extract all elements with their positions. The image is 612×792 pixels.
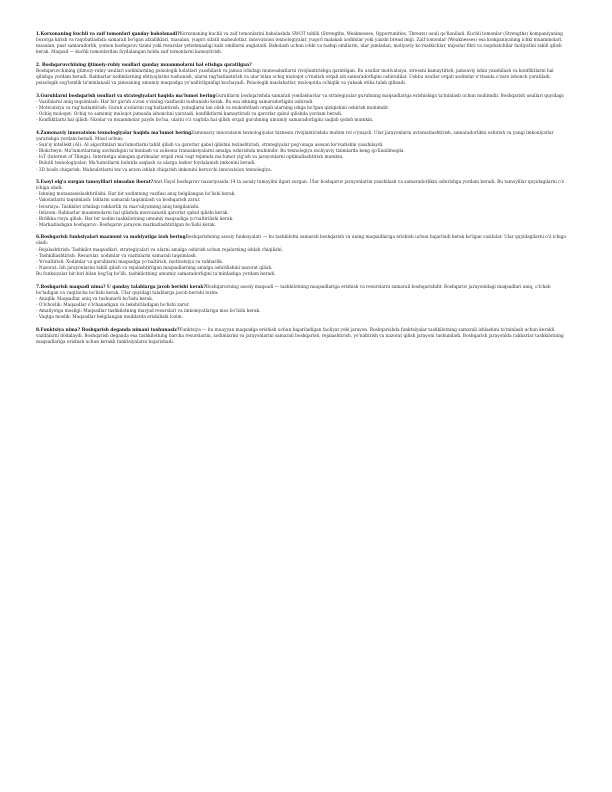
question-heading: 3.Guruhlarni boshqarish usullari va strategiyalari haqida ma'lumot bering bbox=[36, 93, 216, 99]
list-item: - Markazlashgan boshqaruv: Boshqaruv jarayoni markazlashtirilgan bo'lishi kerak. bbox=[36, 222, 217, 228]
section-paragraph bbox=[36, 131, 572, 143]
document-body bbox=[36, 32, 572, 352]
section-paragraph bbox=[36, 285, 572, 297]
list-item: - Vakolatlarni taqsimlash: Ishlarni samarali taqsimlash va boshqarish zarur. bbox=[36, 198, 201, 204]
question-heading: 7.Boshqarish maqsadi nima? U qanday talablarga javob berishi kerak? bbox=[36, 284, 206, 290]
section-7 bbox=[36, 285, 572, 322]
list-item: - Birlikka rioya qilish: Har bir xodim tashkilotning umumiy maqsadiga yo'naltirilishi kerak. bbox=[36, 216, 234, 222]
section-paragraph bbox=[36, 180, 572, 192]
section-1 bbox=[36, 32, 572, 57]
list-item: - Tashkillashtirish: Resurslar, xodimlar va vazifalarni samarali taqsimlash. bbox=[36, 253, 198, 259]
list-item: - IoT (Internet of Things): Internetga ulangan qurilmalar orqali real vaqt rejimida ma'lumot yig'ish va jarayonlarni optimallashtirish mumkin. bbox=[36, 155, 344, 161]
section-4 bbox=[36, 131, 572, 174]
list-item: - Motivatsiya va rag'batlantirish: Guruh a'zolarini rag'batlantirish, yutuqlarni tan olish va mukofotlash orqali ularning ishga bo'lgan qiziqishini oshirish muhimdir. bbox=[36, 105, 390, 111]
list-item: - Ochiq muloqot: Ochiq va samimiy muloqot jamoada ishonchni yaratadi, konfliktlarni kamaytiradi va qarorlar qabul qilishda yordam beradi. bbox=[36, 112, 343, 118]
answer-text: Anri Fayol boshqaruv nazariyasida 14 ta asosiy tamoyilni ilgari surgan. Ular boshqaruv jarayonlarini yaxshilash va samaradorlikni oshirishga yordam beradi. Bu tamoyillar quyidagilarni o'z ichiga oladi: bbox=[36, 179, 565, 192]
list-item: - Ishning mutaxassislashtirilishi: Har bir xodimning vazifasi aniq belgilangan bo'lishi kerak. bbox=[36, 192, 236, 198]
question-heading: 1.Korxonaning kuchli va zaif tomonlari qanday baholanadi? bbox=[36, 32, 180, 37]
section-paragraph bbox=[36, 235, 572, 247]
answer-text: Zamonaviy innovatsion texnologiyalar biznesni rivojlantirishda muhim rol o'ynaydi. Ular jarayonlarni avtomatlashtirish, samaradorlikni oshirish va yangi imkoniyatlar yaratishga yordam beradi. Misol uchun: bbox=[36, 130, 554, 142]
answer-text: Korxonaning kuchli va zaif tomonlarini baholashda SWOT tahlili (Strengths, Weaknesses, Opportunities, Threats) usuli qo'llaniladi. Kuchli tomonlar (Strengths) kompaniyaning bozorga kirish va raqobatlashda samarali bo'lgan afzalliklari, masalan, yuqori sifatli mahsulotlar, innovatsion texnologiyalar, yuqori malakali xodimlar yoki yaxshi brend imiji. Zaif tomonlar (Weaknesses) esa kompaniyaning ichki muammolari, masalan, past samaradorlik, yomon boshqaruv tizimi yoki resurslar yetishmasligi kabi omillarni anglatadi. Baholash uchun ichki va tashqi omillarni, ular jumladan, moliyaviy ko'rsatkichlar, mijozlar fikri va raqobatchilar faoliyatini tahlil qilish kerak. Maqsad — kuchli tomonlardan foydalangan holda zaif tomonlarni kamaytirish. bbox=[36, 32, 563, 56]
question-heading: 6.Boshqarish funksiyalari mazmuni va mohiyatiga izoh bering bbox=[36, 235, 186, 241]
answer-text: Boshqaruvning asosiy maqsadi — tashkilotning maqsadlariga erishish va resurslarni samarali boshqarishdir. Boshqaruv jarayonidagi maqsadlari aniq, o'lchab bo'ladigan va vaqtincha bo'lishi kerak. Ular quyidagi talablarga javob berishi lozim: bbox=[36, 284, 551, 296]
list-item: - 3D bosib chiqarish: Mahsulotlarni tez va arzon ishlab chiqarish imkonini beruvchi innovatsion texnologiya. bbox=[36, 167, 272, 173]
question-heading: 8.Funktsiya nima? Boshqarish deganda nimani tushunasiz? bbox=[36, 327, 180, 333]
list-item: - Amaliyotga mosligi: Maqsadlar tashkilotning mavjud resurslari va imkoniyatlariga mos bo'lishi kerak. bbox=[36, 309, 261, 315]
section-2 bbox=[36, 63, 572, 88]
section-8 bbox=[36, 328, 572, 346]
answer-text: Boshqarishning asosiy funksiyalari — bu tashkilotni samarali boshqarish va uning maqsadlariga erishish uchun bajariladi kerak bo'lgan vazifalar. Ular quyidagilarni o'z ichiga oladi: bbox=[36, 235, 566, 247]
question-heading: 4.Zamonaviy innovatsion texnologiyalar haqida ma'lumot bering bbox=[36, 130, 192, 136]
section-6 bbox=[36, 235, 572, 278]
list-item: - Konfliktlarni hal qilish: Nizolar va muammolar paydo bo'lsa, ularni o'z vaqtida hal qilish orqali guruhning umumiy samaradorligini saqlab qolish mumkin. bbox=[36, 118, 374, 124]
question-heading: 2. Boshqaruvchining ijtimoiy-ruhiy usullari qanday muammolarni hal etishga qaratilgan? bbox=[36, 62, 252, 68]
list-item: - Vazifalarni aniq taqsimlash: Har bir guruh a'zosi o'zining vazifasini tushunishi kerak. Bu esa ishning samaradorligini oshiradi. bbox=[36, 99, 314, 105]
section-5 bbox=[36, 180, 572, 229]
answer-text: Guruhlarni boshqarishda samarali yondashuvlar va strategiyalar guruhning maqsadlariga erishishiga ta'minlash uchun muhimdir. Boshqarish usullari quyidagi: bbox=[215, 93, 565, 99]
list-item: - Yo'naltirish: Xodimlar va guruhlarni maqsadga yo'naltirish, motivatsiya va rahbarlik. bbox=[36, 259, 224, 265]
answer-text: Funktsiya — bu muayyan maqsadga erishish uchun bajariladigan faoliyat yoki jarayon. Boshqarishda funktsiyalar tashkilotning samarali ishlashini ta'minlash uchun kerakli vazifalarni ifodalaydi. Boshqarish deganda esa tashkilotning barcha resurslarini, xodimlarini va jarayonlarini samarali boshqarish, rejalashtirish, yo'naltirish va nazorat qilish jarayoni tushuniladi. Boshqarish jarayonida rahbarlar tashkilotning maqsadlariga erishish uchun kerakli funktsiyalarni bajarishadi. bbox=[36, 327, 564, 346]
answer-conclusion: Bu funksiyalar bir-biri bilan bog'liq bo'lib, tashkilotning umumiy samaradorligini ta'minlashga yordam beradi. bbox=[36, 272, 276, 278]
list-item: - Sun'iy intellekt (AI): AI algoritmlari ma'lumotlarni tahlil qilish va qarorlar qabul qilishni tezlashtiradi, strategiyalar pog'onaga asosan ko'rsatishni yaxshilaydi. bbox=[36, 142, 384, 148]
list-item: - Rejalashtirish: Tashkilot maqsadlari, strategiyalari va ularni amalga oshirish uchun rejalarning ishlab chiqilishi. bbox=[36, 247, 283, 253]
section-paragraph bbox=[36, 328, 572, 346]
list-item: - Aniqlik: Maqsadlar aniq va tushunarli bo'lishi kerak. bbox=[36, 296, 154, 302]
list-item: - Bulutli texnologiyalar: Ma'lumotlarni bulutda saqlash va ularga tezkor foydalanish imkonini beradi. bbox=[36, 161, 256, 167]
list-item: - O'lchovlik: Maqsadlar o'lchanadigan va tekshiriladigan bo'lishi zarur. bbox=[36, 303, 190, 309]
section-3 bbox=[36, 94, 572, 125]
question-heading: 5.Faoyl olg'a surgan tamoyillari nimadan iborat? bbox=[36, 179, 154, 185]
list-item: - Nazorat: Ish jarayonlarini tahlil qilish va rejalashtirilgan maqsadlarning amalga oshirilishini nazorat qilish. bbox=[36, 266, 273, 272]
list-item: - Intizom: Rahbarlar muammolarni hal qilishda muvozanatli qarorlar qabul qilishi kerak. bbox=[36, 210, 229, 216]
answer-text: Boshqaruvchining ijtimoiy-ruhiy usullari xodimlarning psixologik holatlari yaxshilash va jamoa ichidagi munosabatlarni rivojlantirishga qaratilgan. Bu usullar motivatsiya, stressni kamaytirish, jamoaviy ishni yaxshilash va konfliktlarni hal qilishga yordam beradi. Rahbarlar xodimlarning ehtiyojlarini tushunish, ularni rag'batlantirish va ular bilan ochiq muloqot o'rnatish orqali ish samaradorligini oshiradilar. Ushbu usullar orqali xodimlar o'rtasida o'zaro ishonch yaratiladi, psixologik sog'lomlik ta'minlanadi va jamoaning umumiy maqsadga yo'naltirilganligi kuchayadi. Psixologik maslahatlar, muloqotda ochiqlik va yuksak etika talab qilinadi. bbox=[36, 68, 554, 87]
list-item: - Vaqtga moslik: Maqsadlar belgilangan muddatda erishilishi lozim. bbox=[36, 315, 183, 321]
section-paragraph bbox=[36, 32, 572, 57]
list-item: - Blokcheyn: Ma'lumotlarning xavfsizligini ta'minlash va xolisona tranzaksiyalarni amalga oshirishda muhimdir. Bu texnologiya moliyaviy tizimlarda keng qo'llanilmoqda. bbox=[36, 149, 405, 155]
list-item: - Ierarxiya: Tashkilot ichidagi rahbarlik va mas'uliyatning aniq belgilanishi. bbox=[36, 204, 200, 210]
